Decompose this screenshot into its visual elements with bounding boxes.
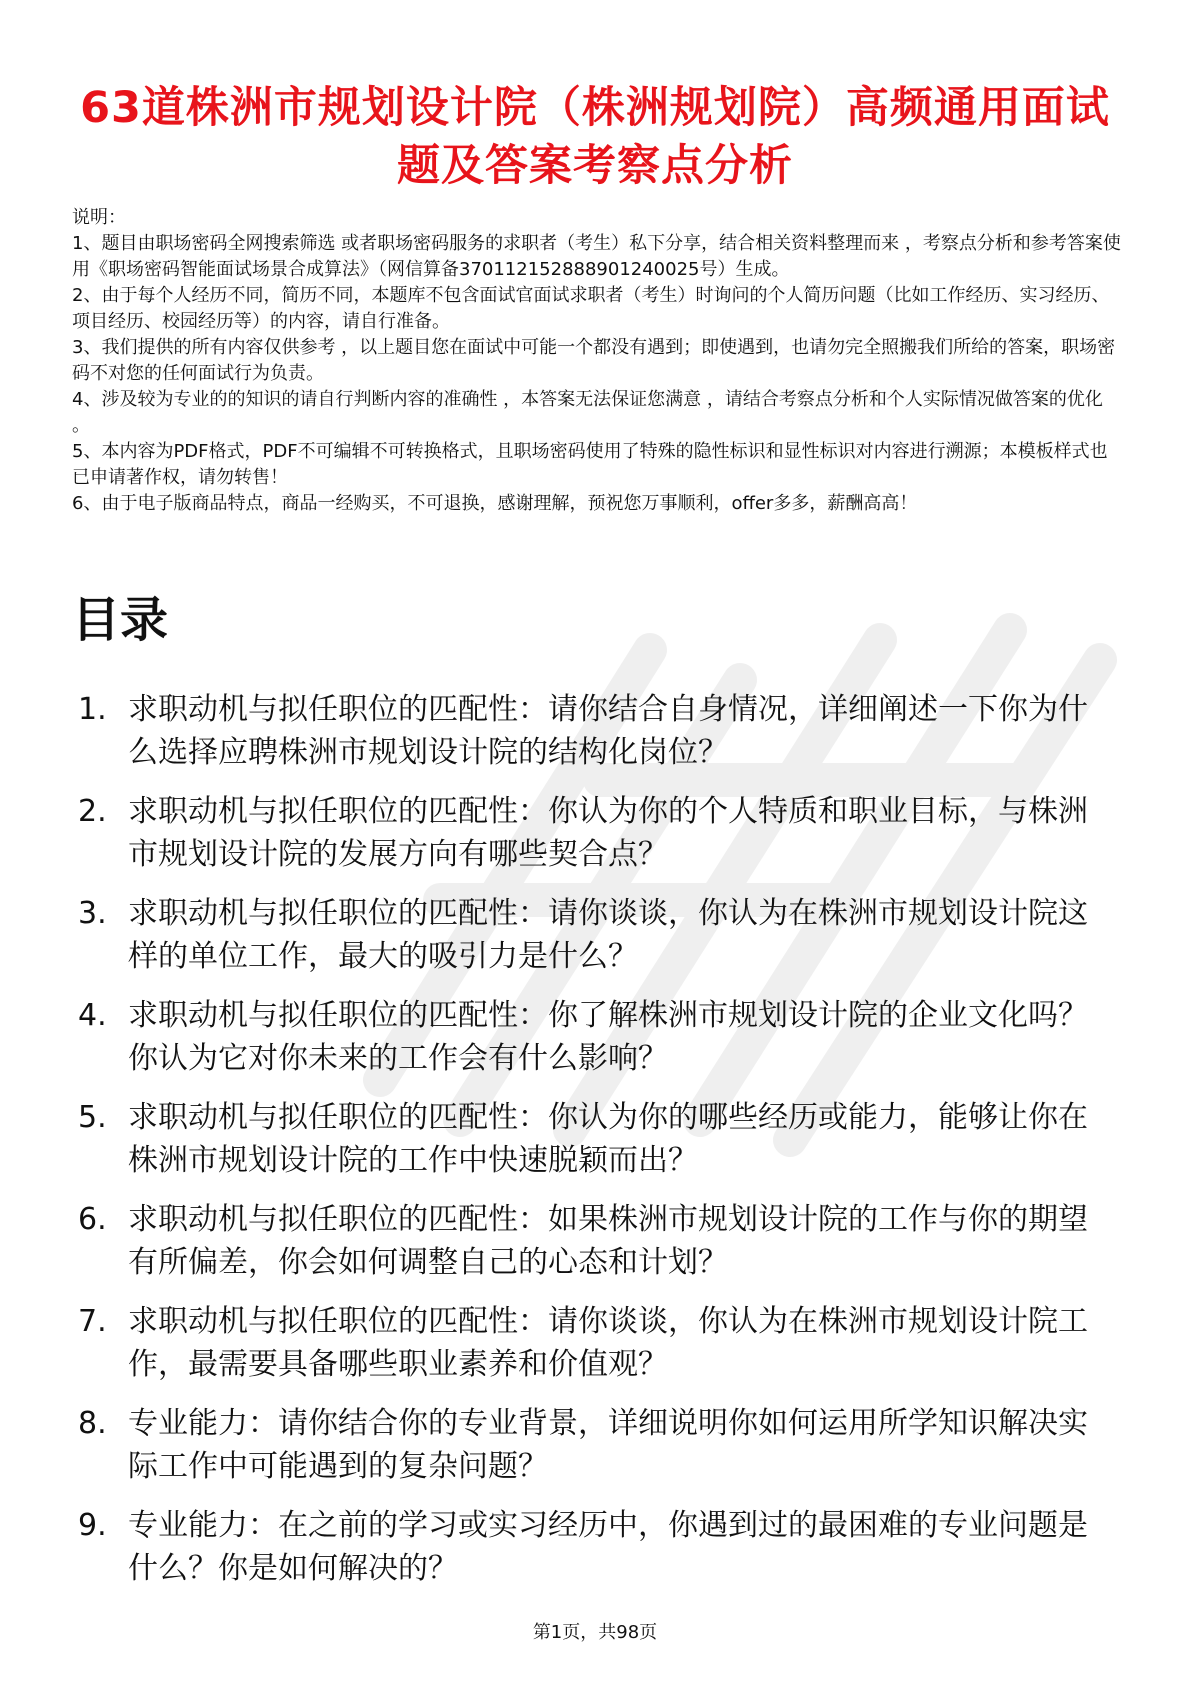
toc-item-text: 求职动机与拟任职位的匹配性：请你结合自身情况，详细阐述一下你为什么选择应聘株洲市规划设计院的结构化岗位？: [128, 692, 1088, 770]
toc-item-number: 2.: [78, 794, 107, 829]
toc-item[interactable]: [72, 1300, 1112, 1386]
toc-item[interactable]: [72, 1402, 1112, 1488]
toc-item[interactable]: [72, 688, 1112, 774]
table-of-contents: [72, 688, 1112, 1606]
document-title: 63道株洲市规划设计院（株洲规划院）高频通用面试题及答案考察点分析: [80, 82, 1110, 191]
note-item: 4、涉及较为专业的的知识的请自行判断内容的准确性 ，本答案无法保证您满意 ，请结合考察点分析和个人实际情况做答案的优化 。: [72, 389, 1103, 436]
toc-item-number: 6.: [78, 1202, 107, 1237]
toc-item-number: 8.: [78, 1406, 107, 1441]
toc-item-text: 求职动机与拟任职位的匹配性：请你谈谈，你认为在株洲市规划设计院这样的单位工作，最大的吸引力是什么？: [128, 896, 1088, 974]
page-footer: 第1页，共98页: [532, 1622, 658, 1643]
toc-item[interactable]: [72, 1504, 1112, 1590]
toc-item-number: 3.: [78, 896, 107, 931]
toc-item-text: 求职动机与拟任职位的匹配性：请你谈谈，你认为在株洲市规划设计院工作，最需要具备哪些职业素养和价值观？: [128, 1304, 1088, 1382]
toc-item-text: 求职动机与拟任职位的匹配性：你认为你的哪些经历或能力，能够让你在株洲市规划设计院的工作中快速脱颖而出？: [128, 1100, 1088, 1178]
toc-item-text: 求职动机与拟任职位的匹配性：你了解株洲市规划设计院的企业文化吗？你认为它对你未来的工作会有什么影响？: [128, 998, 1088, 1076]
toc-item-number: 1.: [78, 692, 107, 727]
toc-item-text: 求职动机与拟任职位的匹配性：如果株洲市规划设计院的工作与你的期望有所偏差，你会如何调整自己的心态和计划？: [128, 1202, 1088, 1280]
note-item: 1、题目由职场密码全网搜索筛选 或者职场密码服务的求职者（考生）私下分享，结合相关资料整理而来 ，考察点分析和参考答案使用《职场密码智能面试场景合成算法》（网信算备370112152888901240025号）生成。: [72, 233, 1121, 280]
note-item: 3、我们提供的所有内容仅供参考 ，以上题目您在面试中可能一个都没有遇到；即使遇到，也请勿完全照搬我们所给的答案，职场密码不对您的任何面试行为负责。: [72, 337, 1116, 384]
note-item: 6、由于电子版商品特点，商品一经购买，不可退换，感谢理解，预祝您万事顺利，offer多多，薪酬高高！: [72, 493, 918, 514]
toc-item-text: 专业能力：请你结合你的专业背景，详细说明你如何运用所学知识解决实际工作中可能遇到的复杂问题？: [128, 1406, 1088, 1484]
toc-item[interactable]: [72, 1096, 1112, 1182]
toc-heading: 目录: [72, 592, 169, 648]
notes-section: [72, 205, 1122, 517]
toc-item-number: 5.: [78, 1100, 107, 1135]
toc-item-text: 求职动机与拟任职位的匹配性：你认为你的个人特质和职业目标，与株洲市规划设计院的发展方向有哪些契合点？: [128, 794, 1088, 872]
toc-item[interactable]: [72, 790, 1112, 876]
toc-item[interactable]: [72, 1198, 1112, 1284]
toc-item-text: 专业能力：在之前的学习或实习经历中，你遇到过的最困难的专业问题是什么？你是如何解决的？: [128, 1508, 1088, 1586]
toc-item-number: 7.: [78, 1304, 107, 1339]
note-item: 5、本内容为PDF格式，PDF不可编辑不可转换格式，且职场密码使用了特殊的隐性标识和显性标识对内容进行溯源；本模板样式也已申请著作权，请勿转售！: [72, 441, 1108, 488]
toc-item[interactable]: [72, 892, 1112, 978]
toc-item[interactable]: [72, 994, 1112, 1080]
note-item: 2、由于每个人经历不同，简历不同，本题库不包含面试官面试求职者（考生）时询问的个人简历问题（比如工作经历、实习经历、项目经历、校园经历等）的内容，请自行准备。: [72, 285, 1110, 332]
toc-item-number: 4.: [78, 998, 107, 1033]
toc-item-number: 9.: [78, 1508, 107, 1543]
notes-heading: 说明：: [72, 207, 126, 228]
